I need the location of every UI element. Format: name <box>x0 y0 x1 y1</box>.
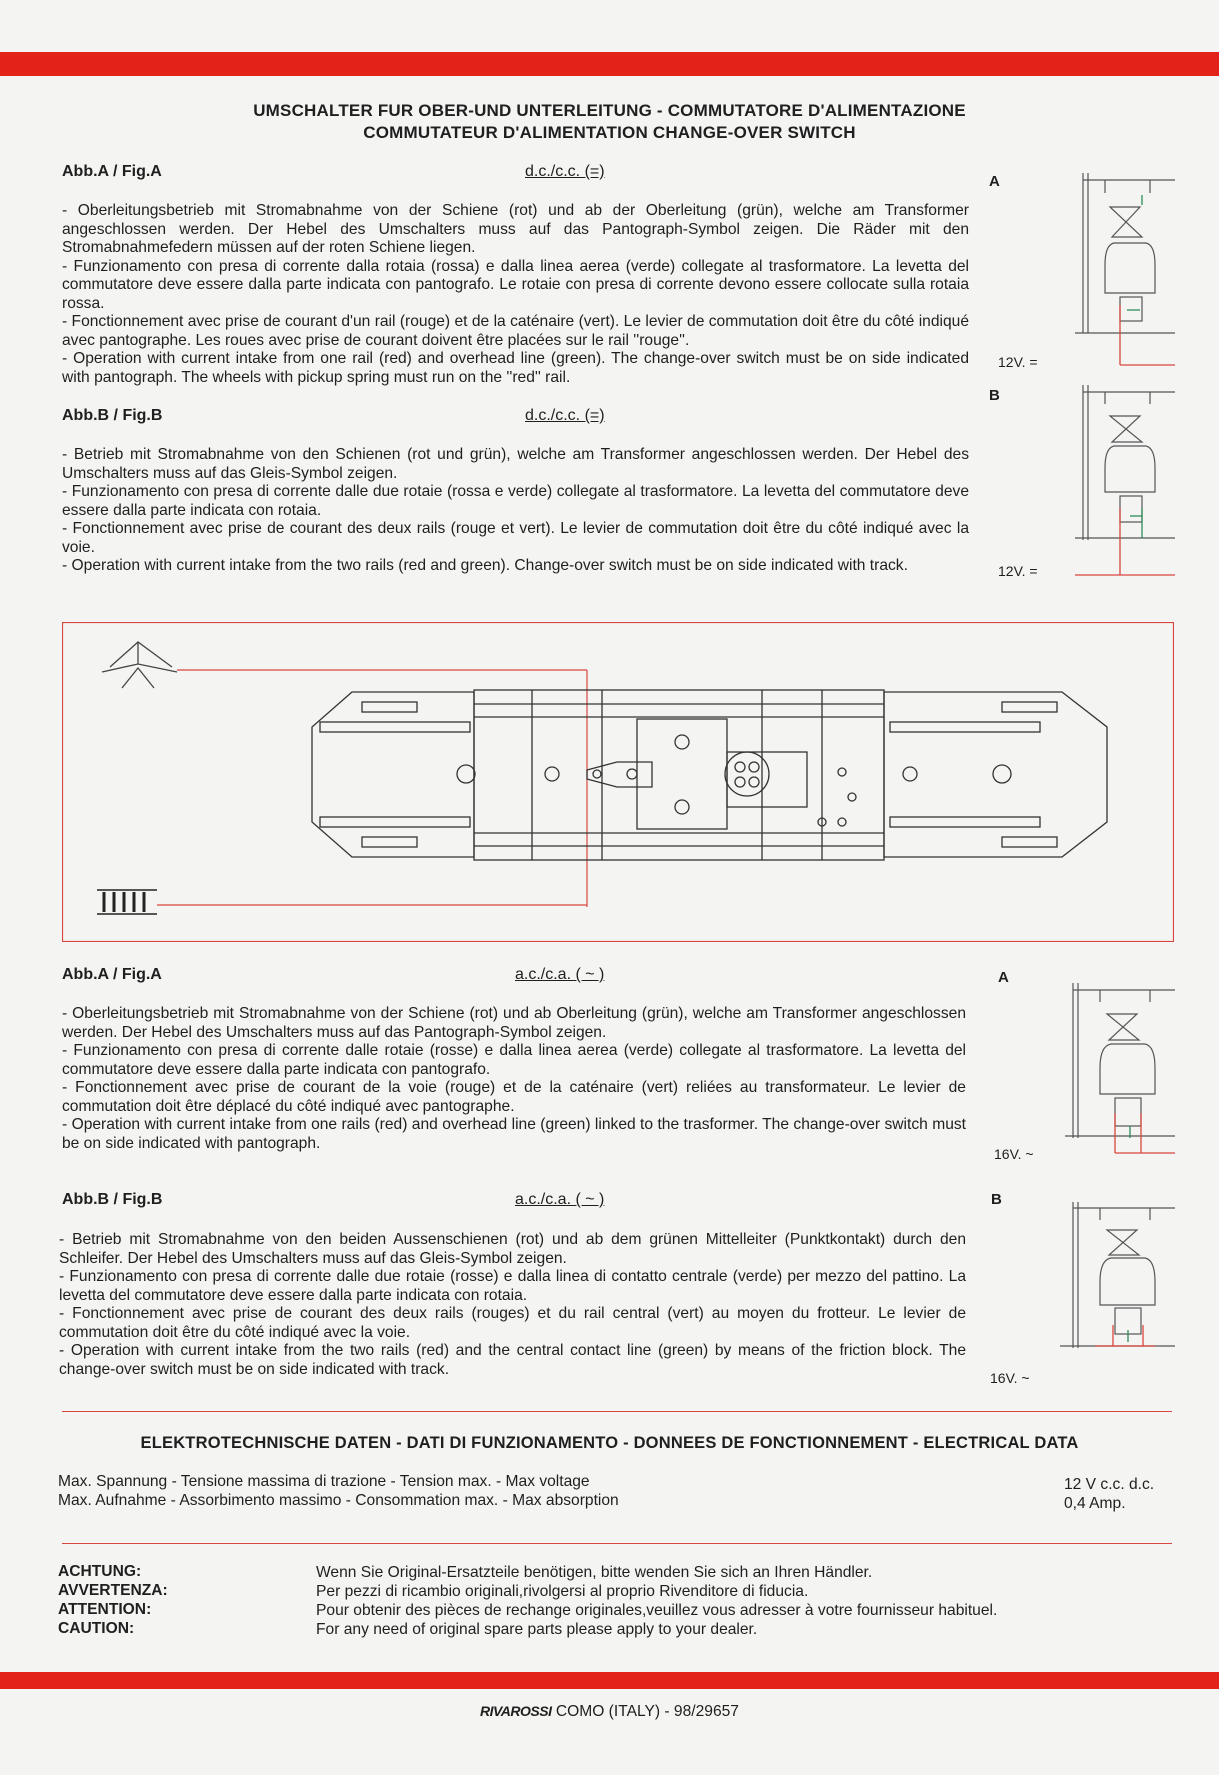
dc-fig-b-voltage: 12V. = <box>998 563 1038 579</box>
page-title-line2: COMMUTATEUR D'ALIMENTATION CHANGE-OVER SWITCH <box>363 123 856 142</box>
ac-fig-a-letter: A <box>998 969 1009 986</box>
ac-fig-b-text <box>59 1231 966 1379</box>
warning-label-fr: ATTENTION: <box>58 1601 152 1618</box>
spec-absorption-label: Max. Aufnahme - Assorbimento massimo - Consommation max. - Max absorption <box>58 1492 619 1509</box>
electrical-heading: ELEKTROTECHNISCHE DATEN - DATI DI FUNZIONAMENTO - DONNEES DE FONCTIONNEMENT - ELECTRICAL DATA <box>140 1434 1079 1452</box>
ac-fig-a-it: - Funzionamento con presa di corrente dalle rotaie (rosse) e dalla linea aerea (verde) collegate al trasformatore. La levetta del commutatore deve essere dalla parte indicata con pantografo. <box>62 1042 966 1078</box>
ac-fig-a-voltage: 16V. ~ <box>994 1146 1034 1162</box>
dc-fig-a-voltage: 12V. = <box>998 354 1038 370</box>
spec-voltage-label: Max. Spannung - Tensione massima di trazione - Tension max. - Max voltage <box>58 1473 590 1490</box>
brand-logo: RIVAROSSI <box>480 1703 552 1719</box>
dc-fig-b-diagram <box>1050 380 1180 580</box>
spec-voltage-value: 12 V c.c. d.c. <box>1064 1476 1155 1493</box>
chassis-diagram <box>62 622 1174 942</box>
pantograph-symbol <box>102 642 177 688</box>
ac-fig-a-de: - Oberleitungsbetrieb mit Stromabnahme von der Schiene (rot) und ab Oberleitung (grün), welche am Transformer angeschlossen werden. Der Hebel des Umschalters muss auf das Pantograph-Symbol zeigen. <box>62 1005 966 1041</box>
ac-fig-a-fr: - Fonctionnement avec prise de courant de la voie (rouge) et de la caténaire (vert) reliées au transformateur. Le levier de commutation doit être déplacé du côté indiqué avec pantographe. <box>62 1079 966 1115</box>
dc-fig-a-letter: A <box>989 173 1000 190</box>
page-title-line1: UMSCHALTER FUR OBER-UND UNTERLEITUNG - COMMUTATORE D'ALIMENTAZIONE <box>253 101 966 120</box>
dc-fig-a-heading: Abb.A / Fig.A <box>62 163 162 180</box>
dc-fig-b-en: - Operation with current intake from the two rails (red and green). Change-over switch must be on side indicated with track. <box>62 557 908 574</box>
ac-fig-a-heading: Abb.A / Fig.A <box>62 966 162 983</box>
ac-fig-b-diagram <box>1055 1200 1180 1360</box>
ac-fig-b-fr: - Fonctionnement avec prise de courant des deux rails (rouges) et du rail central (vert) au moyen du frotteur. Le levier de commutation doit être du côté indiqué avec la voie. <box>59 1305 966 1341</box>
spec-absorption-value: 0,4 Amp. <box>1064 1495 1126 1512</box>
dc-fig-b-de: - Betrieb mit Stromabnahme von den Schienen (rot und grün), welche am Transformer angeschlossen werden. Der Hebel des Umschalters muss auf das Gleis-Symbol zeigen. <box>62 446 969 482</box>
dc-fig-a-fr: - Fonctionnement avec prise de courant d'un rail (rouge) et de la caténaire (vert). Le levier de commutation doit être du côté indiqué avec pantographe. Les roues avec prise de courant doivent être placées sur le rail ''rouge''. <box>62 313 969 349</box>
dc-fig-b-fr: - Fonctionnement avec prise de courant des deux rails (rouge et vert). Le levier de commutation doit être du côté indiqué avec la voie. <box>62 520 969 556</box>
dc-fig-b-mode: d.c./c.c. (=) <box>525 407 605 424</box>
divider-electrical <box>62 1411 1172 1412</box>
ac-fig-a-text <box>62 1005 966 1153</box>
footer-text: COMO (ITALY) - 98/29657 <box>555 1703 739 1720</box>
ac-fig-b-it: - Funzionamento con presa di corrente dalle due rotaie (rosse) e dalla linea di contatto centrale (verde) per mezzo del pattino. La levetta del commutatore deve essere dalla parte indicata con rotaia. <box>59 1268 966 1304</box>
dc-fig-a-de: - Oberleitungsbetrieb mit Stromabnahme von der Schiene (rot) und ab der Oberleitung (grün), welche am Transformer angeschlossen werden. Der Hebel des Umschalters muss auf das Pantograph-Symbol zeigen. Die Räder mit den Stromabnahmefedern müssen auf der roten Schiene liegen. <box>62 202 969 256</box>
warning-label-en: CAUTION: <box>58 1620 135 1637</box>
warning-text-de: Wenn Sie Original-Ersatzteile benötigen, bitte wenden Sie sich an Ihren Händler. <box>316 1564 873 1581</box>
ac-fig-b-letter: B <box>991 1191 1002 1208</box>
dc-fig-a-en: - Operation with current intake from one rail (red) and overhead line (green). The change-over switch must be on side indicated with pantograph. The wheels with pickup spring must run on the ''red'' rail. <box>62 350 969 386</box>
dc-fig-a-it: - Funzionamento con presa di corrente dalla rotaia (rossa) e dalla linea aerea (verde) collegate al trasformatore. La levetta del commutatore deve essere dalla parte indicata con pantografo. Le rotaie con presa di corrente devono essere collocate sulla rotaia rossa. <box>62 257 969 312</box>
ac-fig-a-en: - Operation with current intake from one rails (red) and overhead line (green) linked to the trasformer. The change-over switch must be on side indicated with pantograph. <box>62 1116 966 1152</box>
dc-fig-a-text <box>62 202 969 387</box>
warning-text-fr: Pour obtenir des pièces de rechange originales,veuillez vous adresser à votre fournisseur habituel. <box>316 1602 998 1619</box>
bottom-red-band <box>0 1672 1219 1689</box>
dc-fig-a-diagram <box>1050 165 1180 375</box>
track-symbol <box>104 892 144 912</box>
dc-fig-b-text <box>62 446 969 576</box>
ac-fig-b-voltage: 16V. ~ <box>990 1370 1030 1386</box>
ac-fig-b-de: - Betrieb mit Stromabnahme von den beiden Aussenschienen (rot) und ab dem grünen Mittelleiter (Punktkontakt) durch den Schleifer. Der Hebel des Umschalters muss auf das Gleis-Symbol zeigen. <box>59 1231 966 1267</box>
dc-fig-b-letter: B <box>989 387 1000 404</box>
ac-fig-b-en: - Operation with current intake from the two rails (red) and the central contact line (green) by means of the friction block. The change-over switch must be on side indicated with track. <box>59 1342 966 1378</box>
dc-fig-b-it: - Funzionamento con presa di corrente dalle due rotaie (rossa e verde) collegate al trasformatore. La levetta del commutatore deve essere dalla parte indicata con rotaia. <box>62 483 969 519</box>
dc-fig-a-mode: d.c./c.c. (=) <box>525 163 605 180</box>
divider-warning <box>62 1543 1172 1544</box>
warning-text-en: For any need of original spare parts please apply to your dealer. <box>316 1621 758 1638</box>
footer <box>0 1703 1219 1721</box>
ac-fig-b-mode: a.c./c.a. ( ~ ) <box>515 1191 605 1208</box>
warning-text-it: Per pezzi di ricambio originali,rivolgersi al proprio Rivenditore di fiducia. <box>316 1583 809 1600</box>
dc-fig-b-heading: Abb.B / Fig.B <box>62 407 163 424</box>
top-red-band <box>0 52 1219 76</box>
warning-label-de: ACHTUNG: <box>58 1563 142 1580</box>
ac-fig-b-heading: Abb.B / Fig.B <box>62 1191 163 1208</box>
warning-label-it: AVVERTENZA: <box>58 1582 168 1599</box>
ac-fig-a-mode: a.c./c.a. ( ~ ) <box>515 966 605 983</box>
ac-fig-a-diagram <box>1055 978 1180 1178</box>
